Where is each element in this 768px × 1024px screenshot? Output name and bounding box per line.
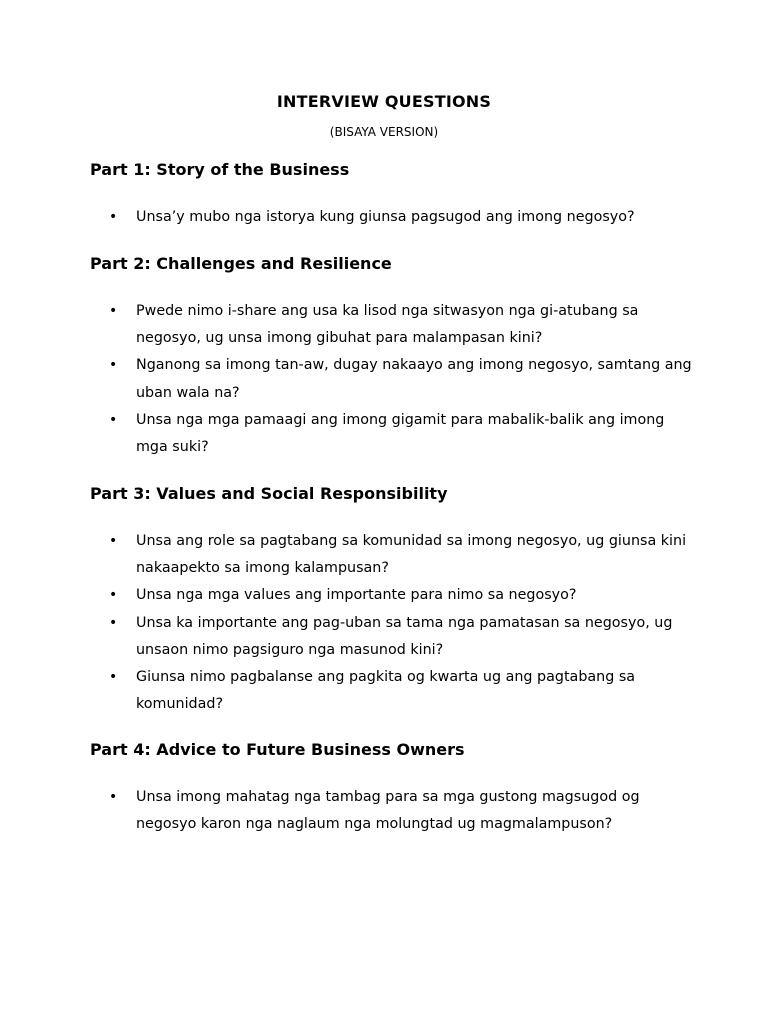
list-item: [90, 528, 696, 582]
bullet-icon: •: [109, 533, 118, 549]
question-text: Unsa ka importante ang pag-uban sa tama nga pamatasan sa negosyo, ug unsaon nimo pagsiguro nga masunod kini?: [136, 614, 673, 658]
question-text: Nganong sa imong tan-aw, dugay nakaayo ang imong negosyo, samtang ang uban wala na?: [136, 357, 692, 401]
list-item: [90, 407, 696, 461]
section-heading: Part 1: Story of the Business: [90, 160, 350, 179]
list-item: [90, 298, 696, 352]
section-challenges-resilience: [90, 254, 700, 461]
bullet-icon: •: [109, 669, 118, 686]
question-text: Unsa nga mga pamaagi ang imong gigamit para mabalik-balik ang imong mga suki?: [136, 411, 665, 456]
document-title: INTERVIEW QUESTIONS: [276, 92, 492, 111]
bullet-icon: •: [109, 209, 118, 225]
list-item: [90, 610, 696, 664]
question-list: [90, 298, 700, 461]
list-item: [90, 204, 696, 231]
bullet-icon: •: [109, 303, 118, 319]
list-item: [90, 582, 696, 609]
bullet-icon: •: [109, 411, 118, 428]
section-story-of-business: [90, 160, 700, 231]
list-item: [90, 664, 696, 718]
question-text: Giunsa nimo pagbalanse ang pagkita og kwarta ug ang pagtabang sa komunidad?: [136, 669, 636, 713]
section-values-social-responsibility: [90, 484, 700, 718]
document-subtitle: (BISAYA VERSION): [329, 125, 439, 139]
section-advice-future-owners: [90, 740, 700, 838]
list-item: [90, 352, 696, 406]
bullet-icon: •: [109, 587, 118, 604]
section-heading: Part 3: Values and Social Responsibility: [90, 484, 448, 503]
question-list: [90, 784, 700, 838]
question-text: Unsa’y mubo nga istorya kung giunsa pagsugod ang imong negosyo?: [136, 209, 635, 225]
bullet-icon: •: [109, 357, 118, 374]
question-text: Pwede nimo i-share ang usa ka lisod nga sitwasyon nga gi-atubang sa negosyo, ug unsa imong gibuhat para malampasan kini?: [136, 303, 639, 347]
question-text: Unsa imong mahatag nga tambag para sa mga gustong magsugod og negosyo karon nga naglaum nga molungtad ug magmalampuson?: [136, 789, 640, 833]
question-text: Unsa ang role sa pagtabang sa komunidad sa imong negosyo, ug giunsa kini nakaapekto sa imong kalampusan?: [136, 533, 687, 577]
question-list: [90, 528, 700, 718]
bullet-icon: •: [109, 789, 118, 805]
section-heading: Part 2: Challenges and Resilience: [90, 254, 392, 273]
bullet-icon: •: [109, 614, 118, 631]
list-item: [90, 784, 696, 838]
question-list: [90, 204, 700, 231]
question-text: Unsa nga mga values ang importante para nimo sa negosyo?: [136, 587, 577, 604]
section-heading: Part 4: Advice to Future Business Owners: [90, 740, 465, 759]
